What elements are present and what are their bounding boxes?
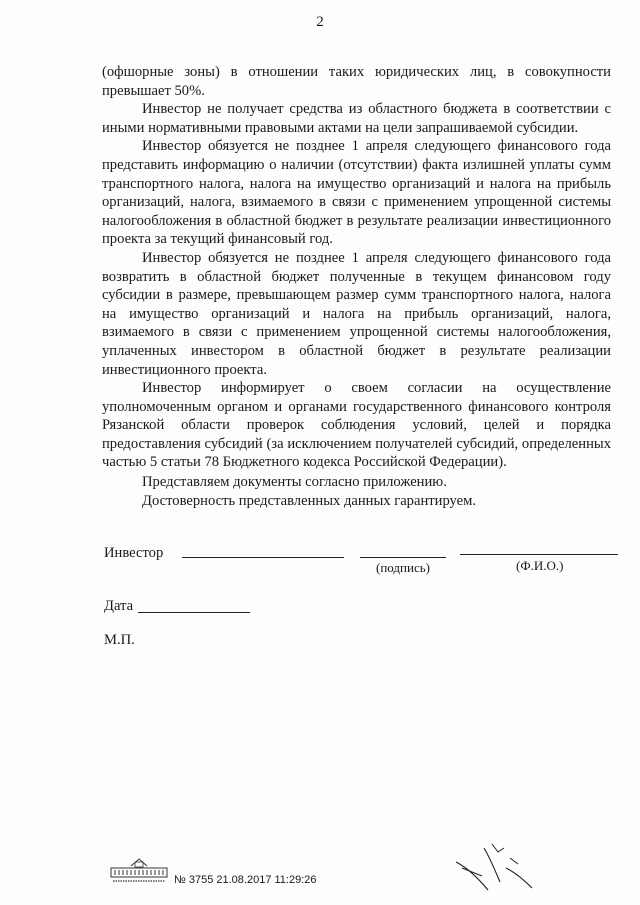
paragraph: Инвестор информирует о своем согласии на осуществление уполномоченным органом и органами государственного финансового контроля Рязанской области проверок соблюдения условий, целей и порядка предоставления субсидий (за исключением получателей субсидий, определенных частью 5 статьи 78 Бюджетного кодекса Российской Федерации). [102,380,611,471]
signature-line [360,557,446,558]
full-name-line [460,554,618,555]
paragraph: Инвестор обязуется не позднее 1 апреля следующего финансового года возвратить в областной бюджет полученные в текущем финансовом году субсидии в размере, превышающем размер сумм транспортного налога, налога на имущество организаций и налога на прибыль организаций, налога, взимаемого в связи с применением упрощенной системы налогообложения, уплаченных инвестором в областной бюджет в результате реализации инвестиционного проекта. [102,249,611,378]
page-number: 2 [316,14,324,30]
handwritten-signature-mark [448,828,538,898]
paragraph: Инвестор не получает средства из областного бюджета в соответствии с иными нормативными правовыми актами на цели запрашиваемой субсидии. [102,101,611,136]
paragraph: Инвестор обязуется не позднее 1 апреля следующего финансового года представить информацию о наличии (отсутствии) факта излишней уплаты сумм транспортного налога, налога на имущество организаций и налога на прибыль организаций, налога, взимаемого в связи с применением упрощенной системы налогообложения в областной бюджет в результате реализации инвестиционного проекта за текущий финансовый год. [102,138,611,248]
registry-stamp-logo [109,856,169,886]
date-label: Дата [104,598,134,614]
closing-line: Представляем документы согласно приложению. [142,474,447,491]
registration-number: № 3755 21.08.2017 11:29:26 [174,874,317,886]
investor-name-line [182,557,344,558]
signature-caption: (подпись) [376,560,430,575]
document-body [102,63,611,510]
full-name-caption: (Ф.И.О.) [516,558,564,573]
seal-place-label: М.П. [104,632,135,648]
date-line [138,612,250,613]
closing-line: Достоверность представленных данных гарантируем. [142,492,477,509]
paragraph: (офшорные зоны) в отношении таких юридических лиц, в совокупности превышает 50%. [102,64,611,99]
investor-label: Инвестор [104,545,164,561]
closing-lines [102,473,611,510]
